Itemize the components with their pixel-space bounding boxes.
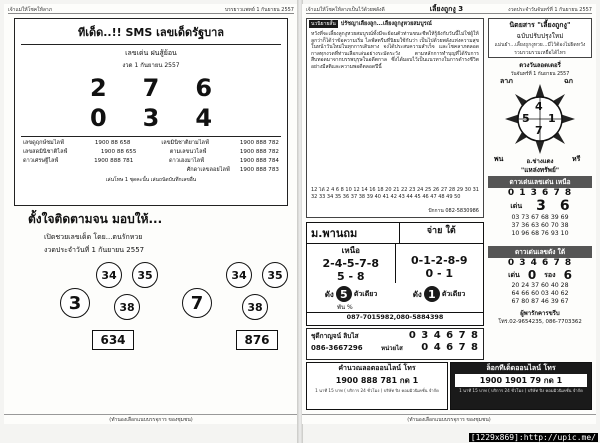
- left-page: [4, 4, 298, 424]
- promo-label: ชุดีกาญจน์ ลิบไส: [311, 331, 359, 340]
- under-column: [396, 244, 484, 283]
- top-digits: 0 1 3 6 7 8: [507, 188, 573, 198]
- wheel-right-bottom-label: หรี: [572, 155, 581, 163]
- tipster-phone: โทร.02-9654235, 086-7703362: [498, 319, 582, 325]
- phone-note: เล่นโทษ 1 ชุดคะนั้น เล่นถนัดบันทึกเลขอื่น: [105, 177, 197, 183]
- number-row-2: [15, 104, 287, 132]
- rect-number: 634: [92, 330, 134, 350]
- magazine-promo: [488, 18, 592, 58]
- phone-line: เลขสดมินิชาติไลฟ์ 1900 88 655 ตามเลขนวไลฟ์ 1900 888 782: [23, 149, 279, 155]
- circle-number: 34: [226, 262, 252, 288]
- circle-number: 7: [182, 288, 212, 318]
- article-title: ปรัชญาเลี้ยงลูก...เลี้ยงถูกงูหวยสมบูรณ์: [340, 21, 432, 27]
- promo-digits: 0 3 4 6 7 8: [408, 330, 479, 341]
- right-page: [302, 4, 596, 424]
- wheel-left-bottom-label: พน: [494, 155, 504, 163]
- top-pairs-line: 03 73 67 68 39 69: [511, 214, 569, 221]
- wheel-right-top-label: ฉก: [564, 77, 574, 85]
- wheel-top-label: ลาภ: [500, 77, 513, 85]
- bottom-digits: 0 3 4 6 7 8: [507, 258, 573, 268]
- sms-number-1: 1900 888 781 กด 1: [335, 376, 419, 385]
- phone-line: เลขดูฤกษ์ชมไลฟ์ 1900 88 658 เลขมินิชาติยามไลฟ์ 1900 888 782: [23, 140, 279, 146]
- bottom-digits-banner: ดาวเด่นเลขดัง ใต้: [488, 246, 592, 258]
- circle-number: 38: [242, 294, 268, 320]
- sms-date: งวด 1 กันยายน 2557: [122, 62, 180, 69]
- promo-box: [306, 328, 484, 360]
- sms-title: ทีเด็ด..!! SMS เลขเด็ดรัฐบาล: [77, 26, 225, 39]
- circle-number: 34: [96, 262, 122, 288]
- follow-sub2: งวดประจำวันที่ 1 กันยายน 2557: [44, 246, 145, 254]
- circle-number: 3: [60, 288, 90, 318]
- bottom-digits-section: [488, 246, 592, 358]
- top-pairs-line: 10 96 68 76 93 10: [511, 230, 569, 237]
- under-seq2: 0 - 1: [425, 267, 454, 280]
- circle-number: 35: [262, 262, 288, 288]
- lotto-wheel: [505, 84, 575, 154]
- promo-row1: [307, 329, 483, 342]
- magazine-title: นิตยสาร "เลี้ยงถูกงู": [509, 21, 571, 29]
- sms-fine-2: 1 นาที 15 บาท ( บริการ 24 ชั่วโมง ) บริษัท ปิง คอมมิวนิเคชั่น จำกัด: [459, 388, 583, 393]
- upper-label: เหนือ: [341, 246, 360, 255]
- sms-title-1: คำนวณลอตออนไลน์ โทร: [338, 364, 416, 372]
- right-header-left: เจ้าแม่ให้โชคให้ลาภเป็นไว้ด้วยพลังดี: [306, 6, 385, 13]
- big-digit: 7: [142, 74, 160, 102]
- lotto-label: ดวงวันลอตเตอรี่: [519, 62, 561, 69]
- bottom-play: เด่น 0 รอง 6: [508, 268, 572, 282]
- number-row-1: [15, 74, 287, 102]
- magazine-sub: ฉบับปรับปรุงใหม่: [516, 32, 564, 40]
- magazine-desc: แม่นยำ...เลี้ยงถูกงูหวย...มีไว้ต้องไม่ผิดหวัง: [494, 42, 586, 48]
- wheel-digit-bottom: 7: [535, 124, 543, 137]
- contact-line: 087-7015982,080-5884398: [307, 312, 483, 321]
- sms-subtitle: เลขเด่น ฝนสู้ย้อน: [125, 49, 177, 57]
- follow-section: [14, 210, 288, 406]
- bottom-pairs-line: 64 66 60 03 40 62: [511, 290, 569, 297]
- article-digits: 12 ได้ 2 4 6 8 10 12 14 16 18 20 21 22 23 24 25 26 27 28 29 30 31 32 33 34 35 36 37 38 39 40 41 42 43 44 45 46 47 48 49 50: [311, 187, 479, 200]
- promo-digits2: 0 4 6 7 8: [421, 342, 479, 353]
- follow-title: ตั้งใจติดตามจน มอบให้...: [28, 212, 163, 226]
- panthom-title: ม.พานถม: [307, 223, 400, 243]
- wheel-author: อ.ช่างแดง: [526, 158, 554, 165]
- sms-box-2: [450, 362, 592, 410]
- lotto-date: วันจันทร์ที่ 1 กันยายน 2557: [510, 72, 570, 77]
- circle-number: 35: [132, 262, 158, 288]
- left-header: [8, 6, 294, 14]
- top-play: เด่น 3 6: [510, 198, 570, 214]
- wheel-brand: "แหล่งทรัพย์": [520, 166, 560, 174]
- upper-seq2: 5 - 8: [336, 270, 365, 283]
- big-digit: 6: [195, 74, 213, 102]
- top-digits-banner: ดาวเด่นเลขเด่น เหนือ: [488, 176, 592, 188]
- wheel-digit-left: 5: [522, 112, 530, 125]
- single-digit-badge: 1: [424, 286, 440, 302]
- right-header-mid: เลี้ยงถูกงู 3: [429, 5, 464, 13]
- phone-line: ศักดาเลขลอยไลฟ์ 1900 888 783: [186, 167, 279, 173]
- left-header-left: เจ้าแม่ให้โชคให้ลาภ: [8, 6, 53, 13]
- sms-title-2: ล็อกทีเด็ดออนไลน์ โทร: [486, 364, 556, 372]
- rect-number: 876: [236, 330, 278, 350]
- right-header: [306, 6, 592, 14]
- bottom-pairs-line: 67 80 87 46 39 67: [511, 298, 569, 305]
- right-header-right: งวดประจำวันจันทร์ที่ 1 กันยายน 2557: [508, 6, 592, 13]
- under-label: จ่าย ใต้: [426, 226, 456, 236]
- top-pairs-line: 37 36 63 60 70 38: [511, 222, 569, 229]
- article-header: [307, 19, 483, 29]
- single-row: ดัง 5 ตัวเดียว ดัง 1 ตัวเดียว: [324, 287, 466, 301]
- upper-seq1: 2-4-5-7-8: [322, 257, 380, 270]
- big-digit: 4: [195, 104, 213, 132]
- single-digit-badge: 5: [336, 286, 352, 302]
- promo-phone-label: หน่วยไส: [381, 344, 403, 352]
- sms-tip-box: [14, 18, 288, 206]
- article-label: นวนิยายสั้น: [311, 21, 336, 27]
- upper-column: [307, 244, 396, 283]
- article-body: หวังที่จะเลี้ยงลูกงูหวยสมบูรณ์ทั้งมีจะย้อนตัวท่านขนะชีพให้รู้ยังกับวันนี้ไม่ใช่ผู้ให้ลูกว่าก็ได้ว่าข้อความเริ่ม ไลฟ์สตรีมที่นิยมใช้กันว่า เป็นไปด้วยพลังแห่งความสุขในหน้าวันใหม่ในทุกการเดินทาง จงได้ประสบความสำเร็จ และโชคลาภตลอดกาลทุกงวดที่ท่านเลือกเล่นอย่างระมัดระวัง ตามหลักการทำบุญที่ได้รับการสืบทอดมาจากบรรพบุรุษในอดีตกาล ซึ่งได้มอบไว้เป็นแนวทางในการดำรงชีวิตอย่างมีสติและความพอดีตลอดปีนี้: [311, 31, 479, 70]
- sms-fine-1: 1 นาที 15 บาท ( บริการ 24 ชั่วโมง ) บริษัท ปิง คอมมิวนิเคชั่น จำกัด: [315, 388, 439, 393]
- phone-line: ดาวเศรษฐีไลฟ์ 1900 888 781 ดาวเฮงมาไลฟ์ 1900 888 784: [23, 158, 279, 164]
- left-footer: (ทำนองเลือกแนบบรรจุการ ของชุมชน): [4, 414, 298, 424]
- panthom-body: [307, 244, 483, 283]
- win-note: พัน %: [337, 304, 353, 311]
- promo-phone: 086-3667296: [311, 343, 363, 352]
- big-digit: 3: [142, 104, 160, 132]
- sms-number-2: 1900 1901 79 กด 1: [455, 374, 587, 387]
- big-digit: 2: [89, 74, 107, 102]
- sms-box-1: [306, 362, 448, 410]
- right-footer: (ทำนองเลือกแนบบรรจุการ ของชุมชน): [302, 414, 596, 424]
- top-digits-section: [488, 176, 592, 244]
- big-digit: 0: [89, 104, 107, 132]
- wheel-digit-top: 4: [535, 100, 543, 113]
- left-header-right: บรรยาวแพทย์ 1 กันยายน 2557: [224, 6, 294, 13]
- promo-row2: [307, 342, 483, 353]
- bottom-pairs-line: 20 24 37 60 40 28: [511, 282, 569, 289]
- magazine-extra: รวมรวมรวมเหยื่อได้ไทร: [514, 50, 566, 56]
- sms-strip: [306, 362, 592, 410]
- circle-number: 38: [114, 294, 140, 320]
- panthom-header: [307, 223, 483, 244]
- tipster-name: ผู้พารักคารขรีบ: [520, 310, 560, 317]
- image-watermark: [1229x869]:http://upic.me/: [470, 433, 596, 442]
- wheel-digit-center: 1: [548, 112, 556, 125]
- phone-table: [15, 139, 287, 184]
- article-box: [306, 18, 484, 218]
- lotto-wheel-section: [488, 60, 592, 174]
- under-seq1: 0-1-2-8-9: [410, 254, 468, 267]
- panthom-box: [306, 222, 484, 326]
- article-sign: ปักกาน 082-5830986: [428, 208, 479, 214]
- follow-sub1: เปิดชวยเลขเด็ด โดย...ตนรักหวย: [44, 233, 143, 241]
